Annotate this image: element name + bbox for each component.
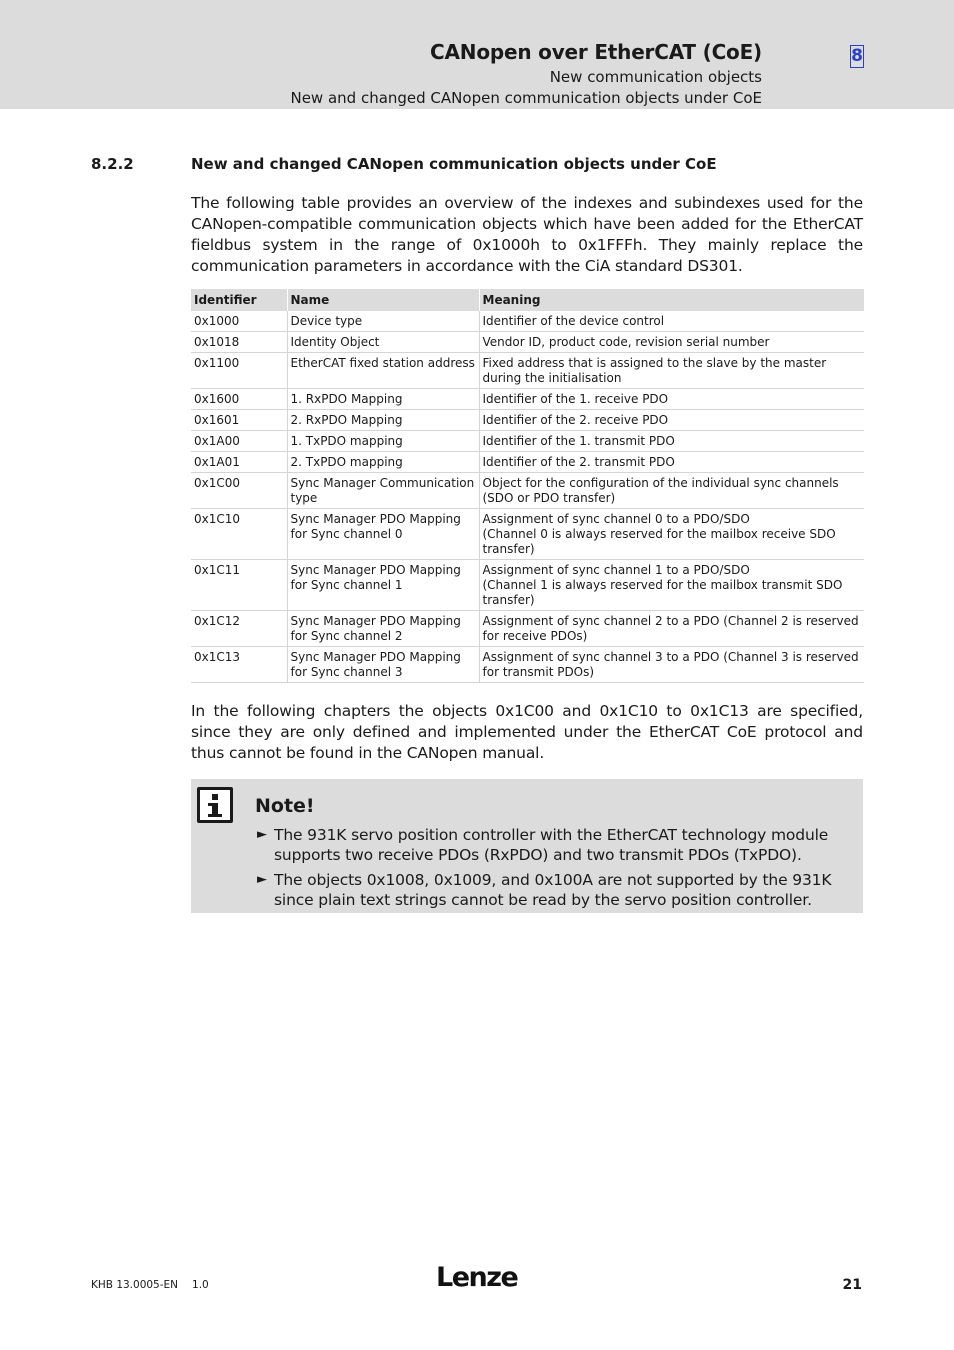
cell-identifier: 0x1100 [191,353,287,389]
footer-doc-id: KHB 13.0005-EN [91,1279,179,1291]
cell-meaning: Assignment of sync channel 3 to a PDO (Channel 3 is reserved for transmit PDOs) [479,647,864,683]
cell-name: Sync Manager PDO Mapping for Sync channel 3 [287,647,479,683]
lenze-logo: Lenze [436,1262,518,1293]
table-row [191,311,864,332]
after-table-paragraph: In the following chapters the objects 0x1C00 and 0x1C10 to 0x1C13 are specified, since they are only defined and implemented under the EtherCAT CoE protocol and thus cannot be found in the CANopen manual. [191,702,863,762]
note-item [257,825,847,865]
cell-identifier: 0x1A01 [191,452,287,473]
cell-meaning: Assignment of sync channel 0 to a PDO/SDO (Channel 0 is always reserved for the mailbox receive SDO transfer) [479,509,864,560]
bullet-arrow-icon: ► [257,827,267,842]
cell-name: Identity Object [287,332,479,353]
intro-paragraph: The following table provides an overview of the indexes and subindexes used for the CANopen-compatible communication objects which have been added for the EtherCAT fieldbus system in the range of 0x1000h to 0x1FFFh. They mainly replace the communication parameters in accordance with the CiA standard DS301. [191,194,863,275]
cell-name: 2. TxPDO mapping [287,452,479,473]
footer-version: 1.0 [192,1279,209,1291]
cell-identifier: 0x1018 [191,332,287,353]
table-row [191,560,864,611]
column-header-meaning: Meaning [479,289,864,311]
section-number: 8.2.2 [91,155,134,173]
cell-meaning: Identifier of the 2. receive PDO [479,410,864,431]
table-row [191,509,864,560]
bullet-arrow-icon: ► [257,872,267,887]
table-row [191,431,864,452]
column-header-identifier: Identifier [191,289,287,311]
cell-name: Sync Manager PDO Mapping for Sync channel 1 [287,560,479,611]
page-number: 21 [842,1277,862,1293]
cell-identifier: 0x1C13 [191,647,287,683]
note-box [191,779,863,913]
cell-identifier: 0x1C10 [191,509,287,560]
footer-doc-info [91,1279,209,1291]
cell-meaning: Vendor ID, product code, revision serial number [479,332,864,353]
cell-identifier: 0x1A00 [191,431,287,452]
cell-name: Sync Manager PDO Mapping for Sync channel 2 [287,611,479,647]
cell-identifier: 0x1C12 [191,611,287,647]
table-body [191,311,864,683]
note-item-text: The 931K servo position controller with the EtherCAT technology module supports two receive PDOs (RxPDO) and two transmit PDOs (TxPDO). [274,826,829,864]
chapter-number-link[interactable]: 8 [851,46,863,66]
cell-name: Sync Manager Communication type [287,473,479,509]
info-icon [197,787,233,823]
cell-identifier: 0x1C00 [191,473,287,509]
table-row [191,452,864,473]
cell-name: EtherCAT fixed station address [287,353,479,389]
cell-name: 1. RxPDO Mapping [287,389,479,410]
table-row [191,647,864,683]
note-item [257,870,847,910]
objects-table [191,289,864,683]
header-subtitle-1: New communication objects [549,68,762,86]
cell-identifier: 0x1000 [191,311,287,332]
cell-name: 2. RxPDO Mapping [287,410,479,431]
table-row [191,332,864,353]
cell-meaning: Identifier of the 1. transmit PDO [479,431,864,452]
cell-meaning: Identifier of the device control [479,311,864,332]
cell-name: 1. TxPDO mapping [287,431,479,452]
cell-meaning: Identifier of the 2. transmit PDO [479,452,864,473]
column-header-name: Name [287,289,479,311]
cell-identifier: 0x1600 [191,389,287,410]
cell-meaning: Identifier of the 1. receive PDO [479,389,864,410]
table-row [191,473,864,509]
cell-identifier: 0x1601 [191,410,287,431]
table-row [191,611,864,647]
cell-meaning: Object for the configuration of the individual sync channels (SDO or PDO transfer) [479,473,864,509]
cell-name: Device type [287,311,479,332]
cell-name: Sync Manager PDO Mapping for Sync channel 0 [287,509,479,560]
table-row [191,389,864,410]
table-header-row [191,289,864,311]
cell-identifier: 0x1C11 [191,560,287,611]
cell-meaning: Assignment of sync channel 1 to a PDO/SDO (Channel 1 is always reserved for the mailbox transmit SDO transfer) [479,560,864,611]
note-item-text: The objects 0x1008, 0x1009, and 0x100A are not supported by the 931K since plain text strings cannot be read by the servo position controller. [274,871,832,909]
note-title: Note! [255,795,315,817]
table-row [191,353,864,389]
header-subtitle-2: New and changed CANopen communication objects under CoE [290,89,762,107]
cell-meaning: Fixed address that is assigned to the slave by the master during the initialisation [479,353,864,389]
table-row [191,410,864,431]
cell-meaning: Assignment of sync channel 2 to a PDO (Channel 2 is reserved for receive PDOs) [479,611,864,647]
section-title: New and changed CANopen communication objects under CoE [191,155,717,173]
header-title: CANopen over EtherCAT (CoE) [430,40,762,64]
